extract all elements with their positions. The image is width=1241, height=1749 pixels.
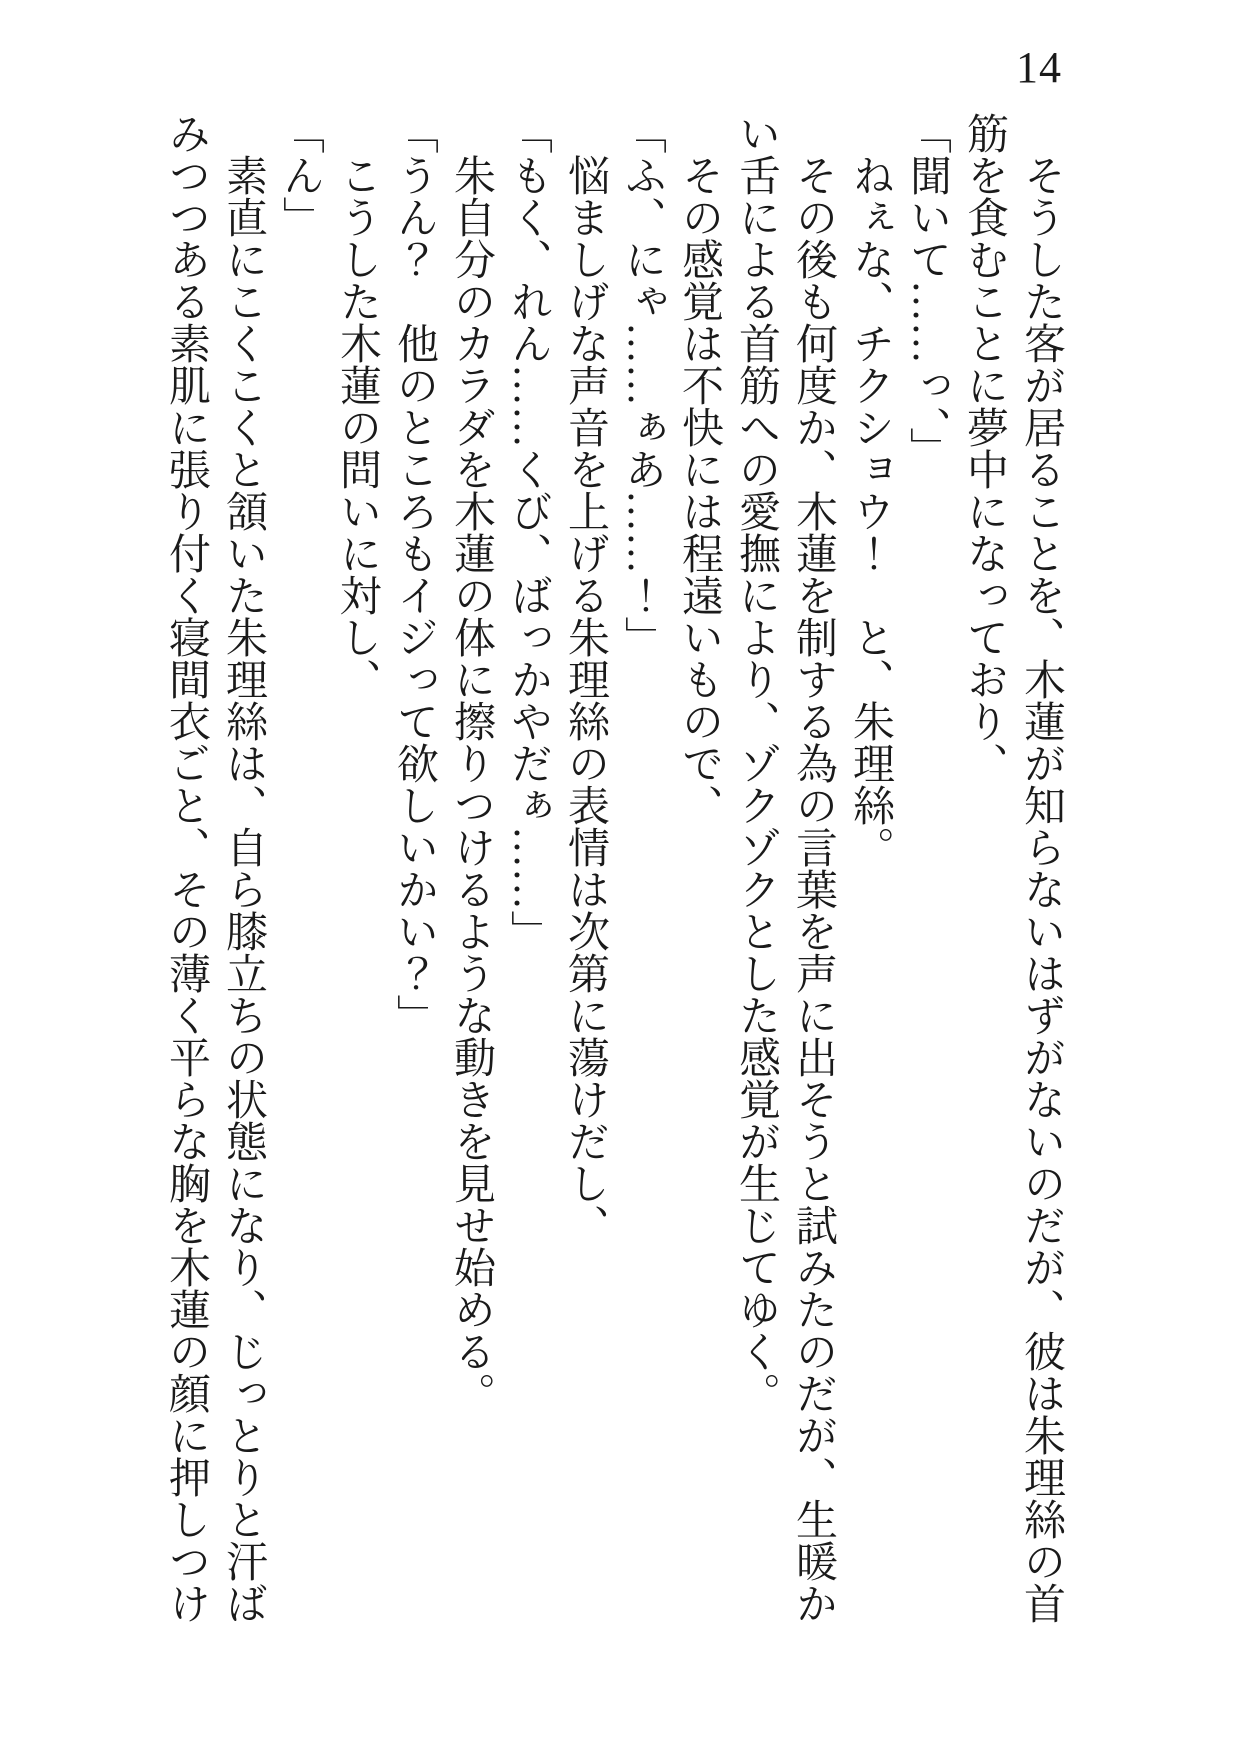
narration-paragraph: 朱自分のカラダを木蓮の体に擦りつけるような動きを見せ始める。 [448,154,494,1414]
dialogue-line: 「もく、れん……くび、ばっかやだぁ……」 [505,112,551,952]
narration-paragraph: 悩ましげな声音を上げる朱理絲の表情は次第に蕩けだし、 [562,154,608,1246]
narration-paragraph: その後も何度か、木蓮を制する為の言葉を声に出そうと試みたのだが、生暖かい舌による首筋への愛撫により、ゾクゾクとした感覚が生じてゆく。 [733,112,836,1624]
narration-paragraph: こうした木蓮の問いに対し、 [334,154,380,700]
narration-paragraph: そうした客が居ることを、木蓮が知らないはずがないのだが、彼は朱理絲の首筋を食むことに夢中になっており、 [961,112,1064,1624]
dialogue-line: 「うん？ 他のところもイジって欲しいかい？」 [391,112,437,1036]
vertical-text-block [157,112,1069,1642]
dialogue-line: 「ふ、にゃ……ぁあ……！」 [619,112,665,658]
dialogue-line: 「ん」 [277,112,323,238]
dialogue-line: 「聞いて……っ、」 [904,112,950,469]
narration-paragraph: 素直にこくこくと頷いた朱理絲は、自ら膝立ちの状態になり、じっとりと汗ばみつつある素肌に張り付く寝間衣ごと、その薄く平らな胸を木蓮の顔に押しつけ [163,112,266,1624]
page-number: 14 [1016,43,1062,92]
narration-paragraph: ねぇな、チクショウ！ と、朱理絲。 [847,154,893,868]
narration-paragraph: その感覚は不快には程遠いもので、 [676,154,722,826]
